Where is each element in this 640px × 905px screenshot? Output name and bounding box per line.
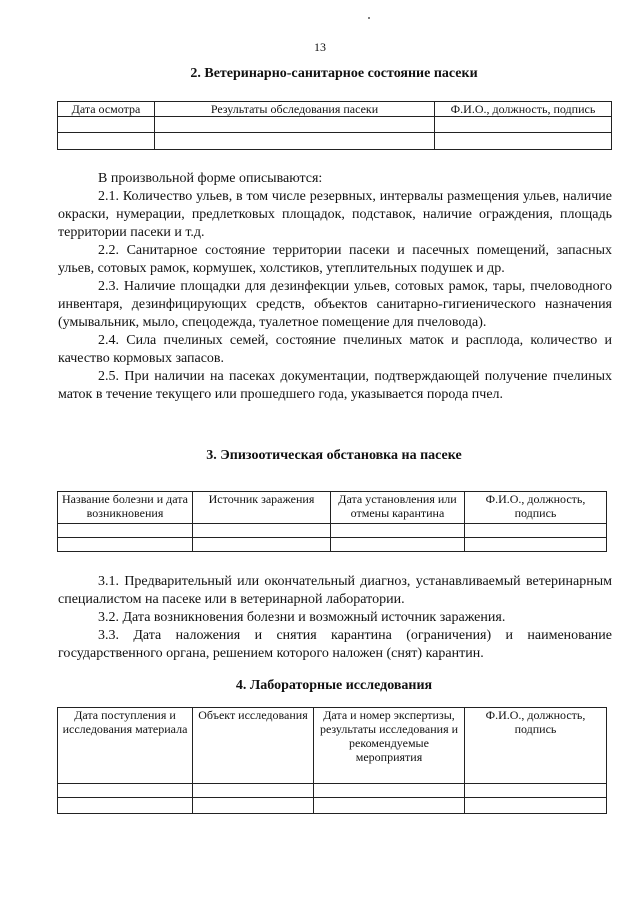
table-cell <box>193 524 331 538</box>
section2-title: 2. Ветеринарно-санитарное состояние пасеки <box>190 66 478 81</box>
header-cell: Дата осмотра <box>58 102 155 117</box>
table-cell <box>314 798 465 814</box>
table-cell <box>331 524 465 538</box>
table-cell <box>155 117 435 133</box>
table-header-row <box>58 708 607 784</box>
header-cell: Дата поступления и исследования материала <box>58 708 193 784</box>
table-row <box>58 117 612 133</box>
table-cell <box>58 133 155 150</box>
paragraph: 2.1. Количество ульев, в том числе резервных, интервалы размещения ульев, наличие окраски, нумерации, предлетковых площадок, подставок, наличие ограждения, площадь территории пасеки и т.д. <box>58 189 612 240</box>
header-cell: Объект исследования <box>193 708 314 784</box>
table-cell <box>193 798 314 814</box>
table-header-row <box>58 492 607 524</box>
table-row <box>58 798 607 814</box>
paragraph: 3.2. Дата возникновения болезни и возможный источник заражения. <box>98 610 506 625</box>
table-cell <box>465 784 607 798</box>
scan-speck <box>368 17 370 19</box>
paragraph: В произвольной форме описываются: <box>98 171 323 186</box>
section4-title: 4. Лабораторные исследования <box>235 678 433 693</box>
table-row <box>58 538 607 552</box>
table-row <box>58 784 607 798</box>
section2-description <box>58 170 612 404</box>
table-cell <box>58 798 193 814</box>
table-cell <box>435 133 612 150</box>
paragraph: 3.1. Предварительный или окончательный диагноз, устанавливаемый ветеринарным специалистом на пасеке или в ветеринарной лаборатории. <box>58 574 612 607</box>
table-cell <box>465 524 607 538</box>
table-cell <box>465 538 607 552</box>
table-cell <box>58 784 193 798</box>
header-cell: Название болезни и дата возникновения <box>58 492 193 524</box>
table-row <box>58 133 612 150</box>
table-cell <box>465 798 607 814</box>
header-cell: Ф.И.О., должность, подпись <box>465 492 607 524</box>
header-cell: Результаты обследования пасеки <box>155 102 435 117</box>
section4-table <box>57 707 607 814</box>
header-cell: Дата и номер экспертизы, результаты исследования и рекомендуемые мероприятия <box>314 708 465 784</box>
paragraph: 3.3. Дата наложения и снятия карантина (ограничения) и наименование государственного органа, решением которого наложен (снят) карантин. <box>58 628 612 661</box>
table-cell <box>193 538 331 552</box>
header-cell: Ф.И.О., должность, подпись <box>465 708 607 784</box>
paragraph: 2.2. Санитарное состояние территории пасеки и пасечных помещений, запасных ульев, сотовых рамок, кормушек, холстиков, утеплительных подушек и др. <box>58 243 612 276</box>
page-number: 13 <box>314 40 326 54</box>
section3-title: 3. Эпизоотическая обстановка на пасеке <box>206 448 462 463</box>
paragraph: 2.4. Сила пчелиных семей, состояние пчелиных маток и расплода, количество и качество кормовых запасов. <box>58 333 612 366</box>
header-cell: Ф.И.О., должность, подпись <box>435 102 612 117</box>
table-cell <box>314 784 465 798</box>
section3-description <box>58 573 612 663</box>
header-cell: Источник заражения <box>193 492 331 524</box>
table-cell <box>58 524 193 538</box>
table-cell <box>435 117 612 133</box>
table-row <box>58 524 607 538</box>
paragraph: 2.3. Наличие площадки для дезинфекции ульев, сотовых рамок, тары, пчеловодного инвентаря, дезинфицирующих средств, объектов санитарно-гигиенического назначения (умывальник, мыло, спецодежда, туалетное помещение для пчеловода). <box>58 279 612 330</box>
table-cell <box>58 538 193 552</box>
table-cell <box>193 784 314 798</box>
table-cell <box>58 117 155 133</box>
table-cell <box>331 538 465 552</box>
section2-table <box>57 101 612 150</box>
table-cell <box>155 133 435 150</box>
header-cell: Дата установления или отмены карантина <box>331 492 465 524</box>
paragraph: 2.5. При наличии на пасеках документации, подтверждающей получение пчелиных маток в течение текущего или прошедшего года, указывается порода пчел. <box>58 369 612 402</box>
table-header-row <box>58 102 612 117</box>
section3-table <box>57 491 607 552</box>
